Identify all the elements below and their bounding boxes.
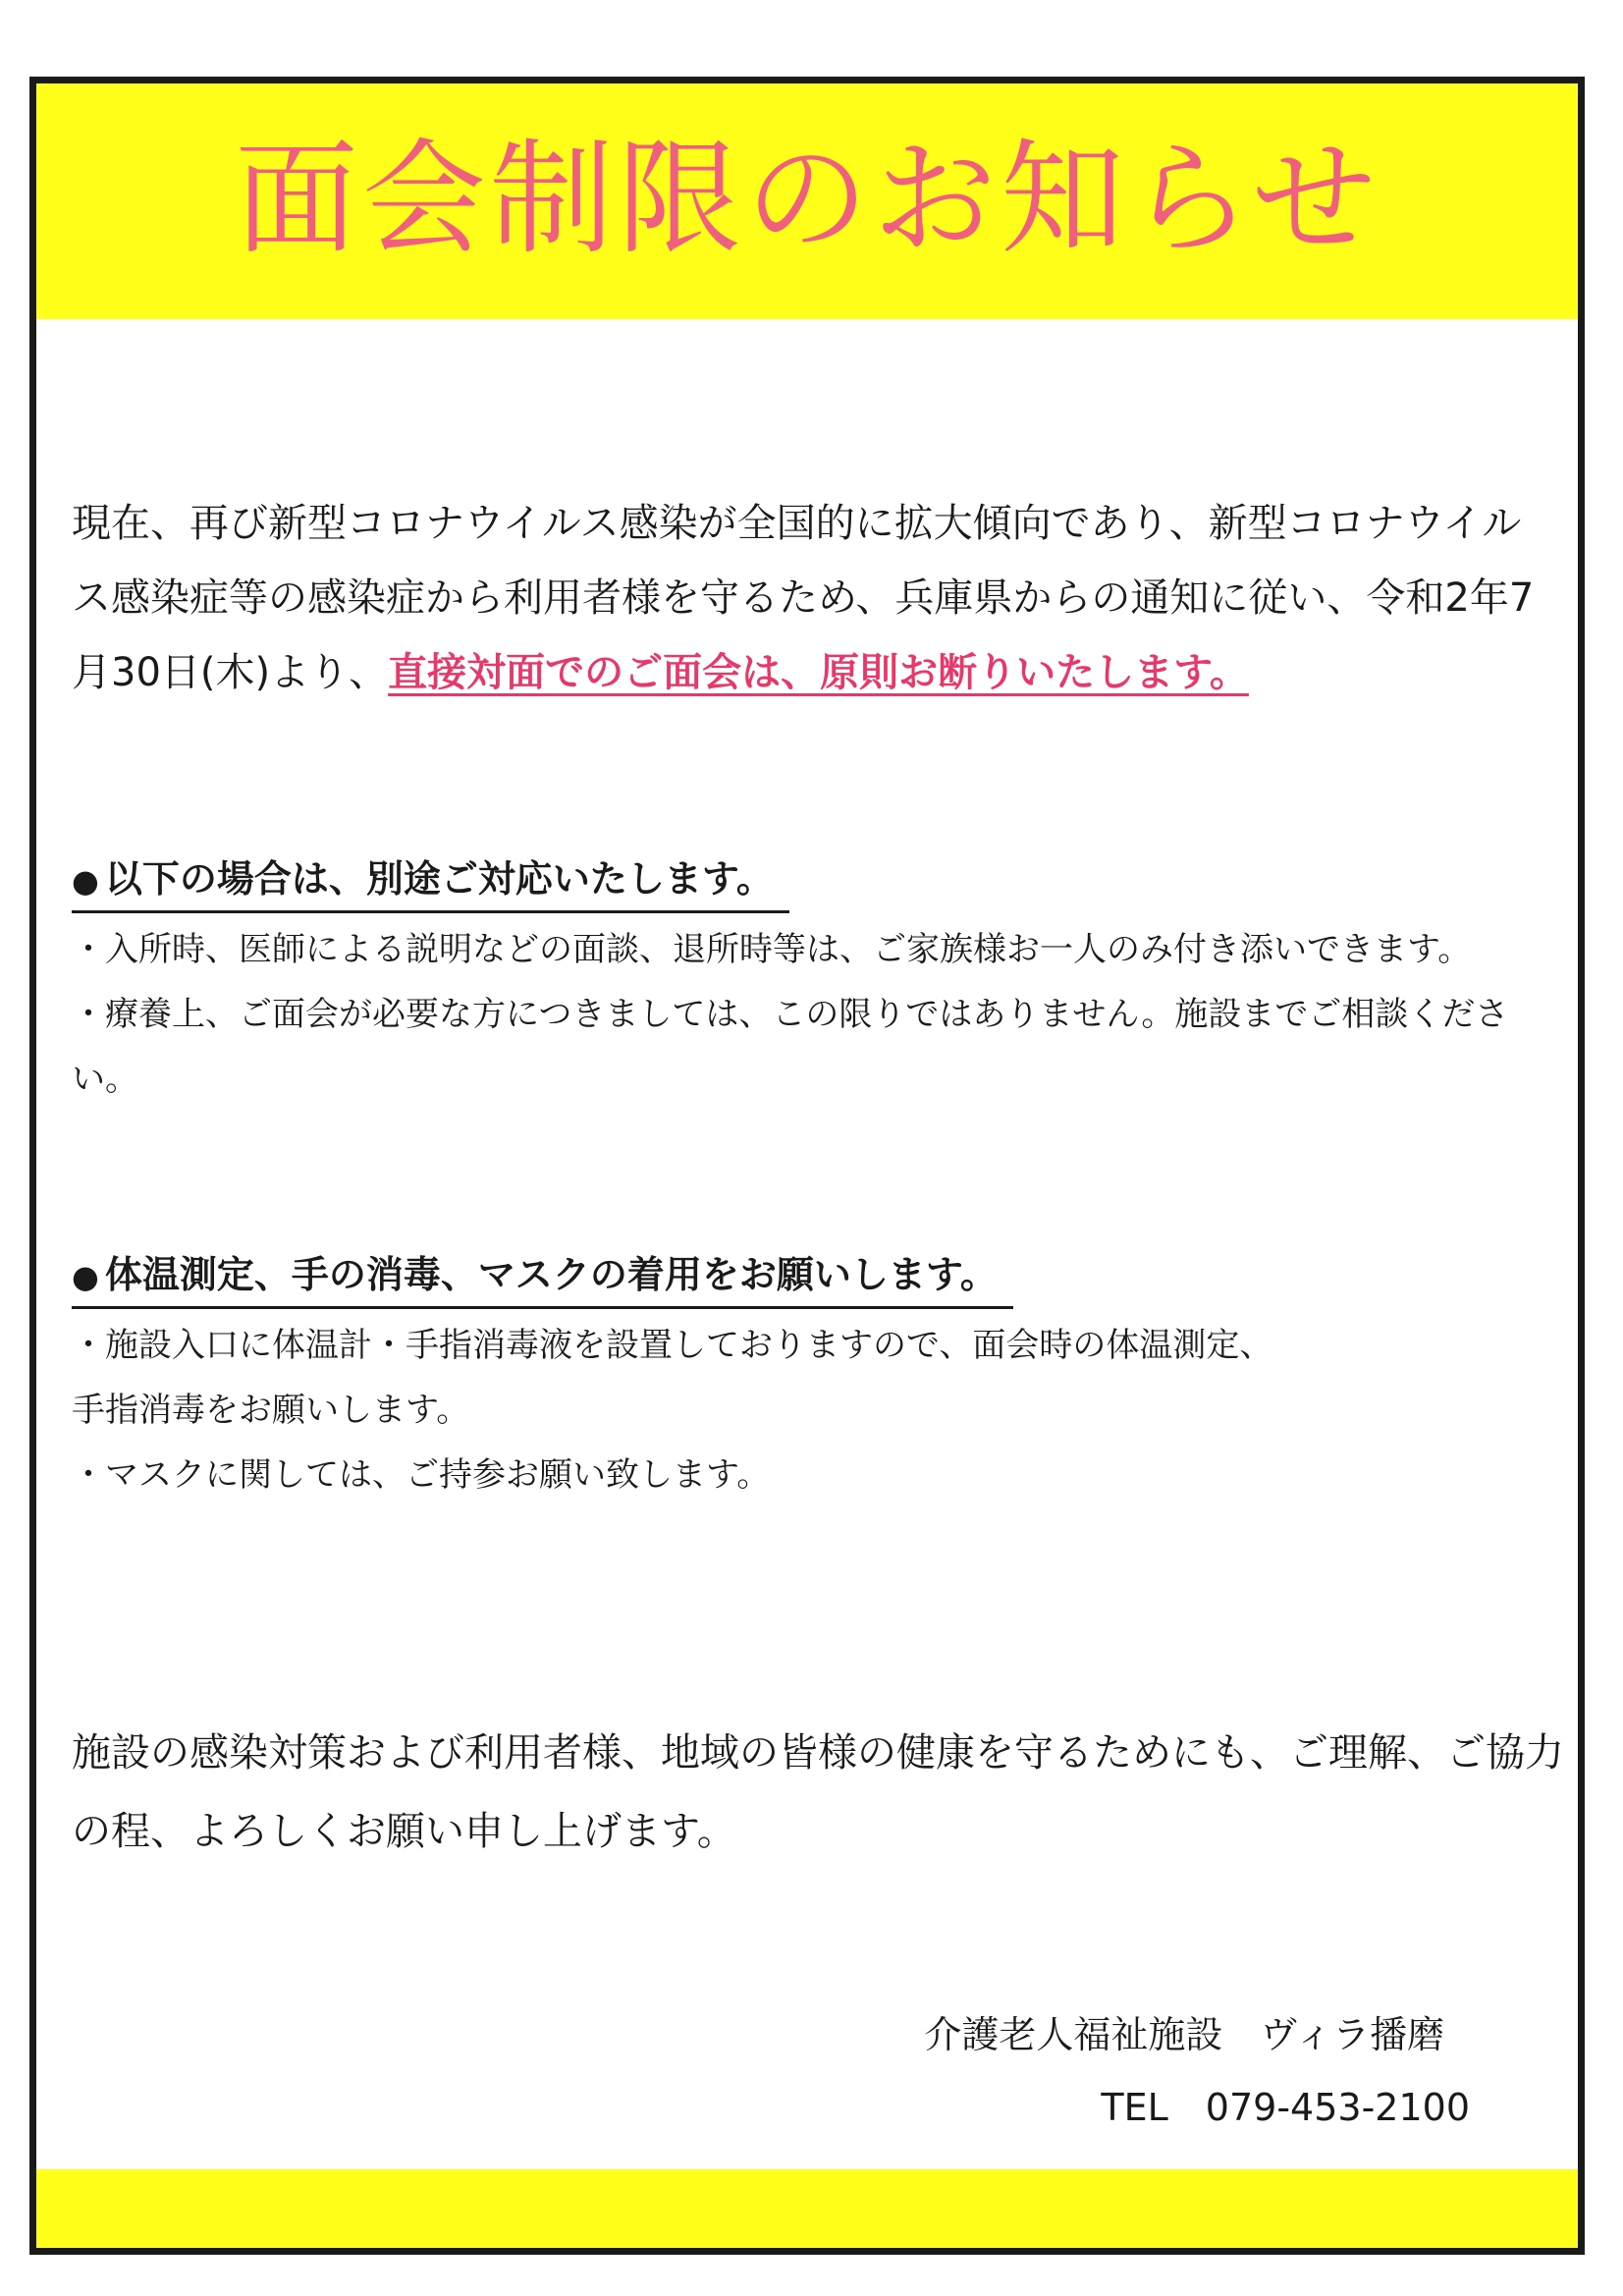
intro-highlight: 直接対面でのご面会は、原則お断りいたします。	[388, 650, 1249, 695]
signature-block	[924, 1998, 1470, 2144]
section-heading-text: 以下の場合は、別途ご対応いたします。	[104, 857, 774, 901]
list-item: ・療養上、ご面会が必要な方につきましては、この限りではありません。施設までご相談ください。	[72, 995, 1509, 1099]
list-item: 手指消毒をお願いします。	[72, 1391, 470, 1430]
list-item: ・マスクに関しては、ご持参お願い致します。	[72, 1455, 771, 1495]
bullet-circle-icon: ●	[72, 862, 99, 900]
facility-name: 介護老人福祉施設 ヴィラ播磨	[924, 2013, 1445, 2056]
page-title: 面会制限のお知らせ	[234, 127, 1380, 271]
section-heading	[72, 1245, 1013, 1309]
title-banner	[36, 83, 1578, 319]
phone-number: TEL 079-453-2100	[1101, 2086, 1470, 2129]
section-heading-text: 体温測定、手の消毒、マスクの着用をお願いします。	[104, 1253, 998, 1296]
list-item: ・入所時、医師による説明などの面談、退所時等は、ご家族様お一人のみ付き添いできます。	[72, 930, 1472, 969]
notice-frame	[29, 77, 1585, 2255]
list-item: ・施設入口に体温計・手指消毒液を設置しておりますので、面会時の体温測定、	[72, 1326, 1273, 1365]
section-body	[72, 1313, 1564, 1507]
section-body	[72, 917, 1564, 1112]
section-exceptions	[72, 849, 1564, 1112]
footer-band	[36, 2169, 1578, 2248]
intro-text: 現在、再び新型コロナウイルス感染が全国的に拡大傾向であり、新型コロナウイルス感染症等の感染症から利用者様を守るため、兵庫県からの通知に従い、令和2年7月30日(木)より、	[72, 501, 1535, 695]
section-hygiene	[72, 1245, 1564, 1507]
section-heading	[72, 849, 789, 913]
bullet-circle-icon: ●	[72, 1258, 99, 1295]
closing-paragraph: 施設の感染対策および利用者様、地域の皆様の健康を守るためにも、ご理解、ご協力の程、よろしくお願い申し上げます。	[72, 1730, 1564, 1854]
intro-paragraph	[72, 486, 1554, 710]
